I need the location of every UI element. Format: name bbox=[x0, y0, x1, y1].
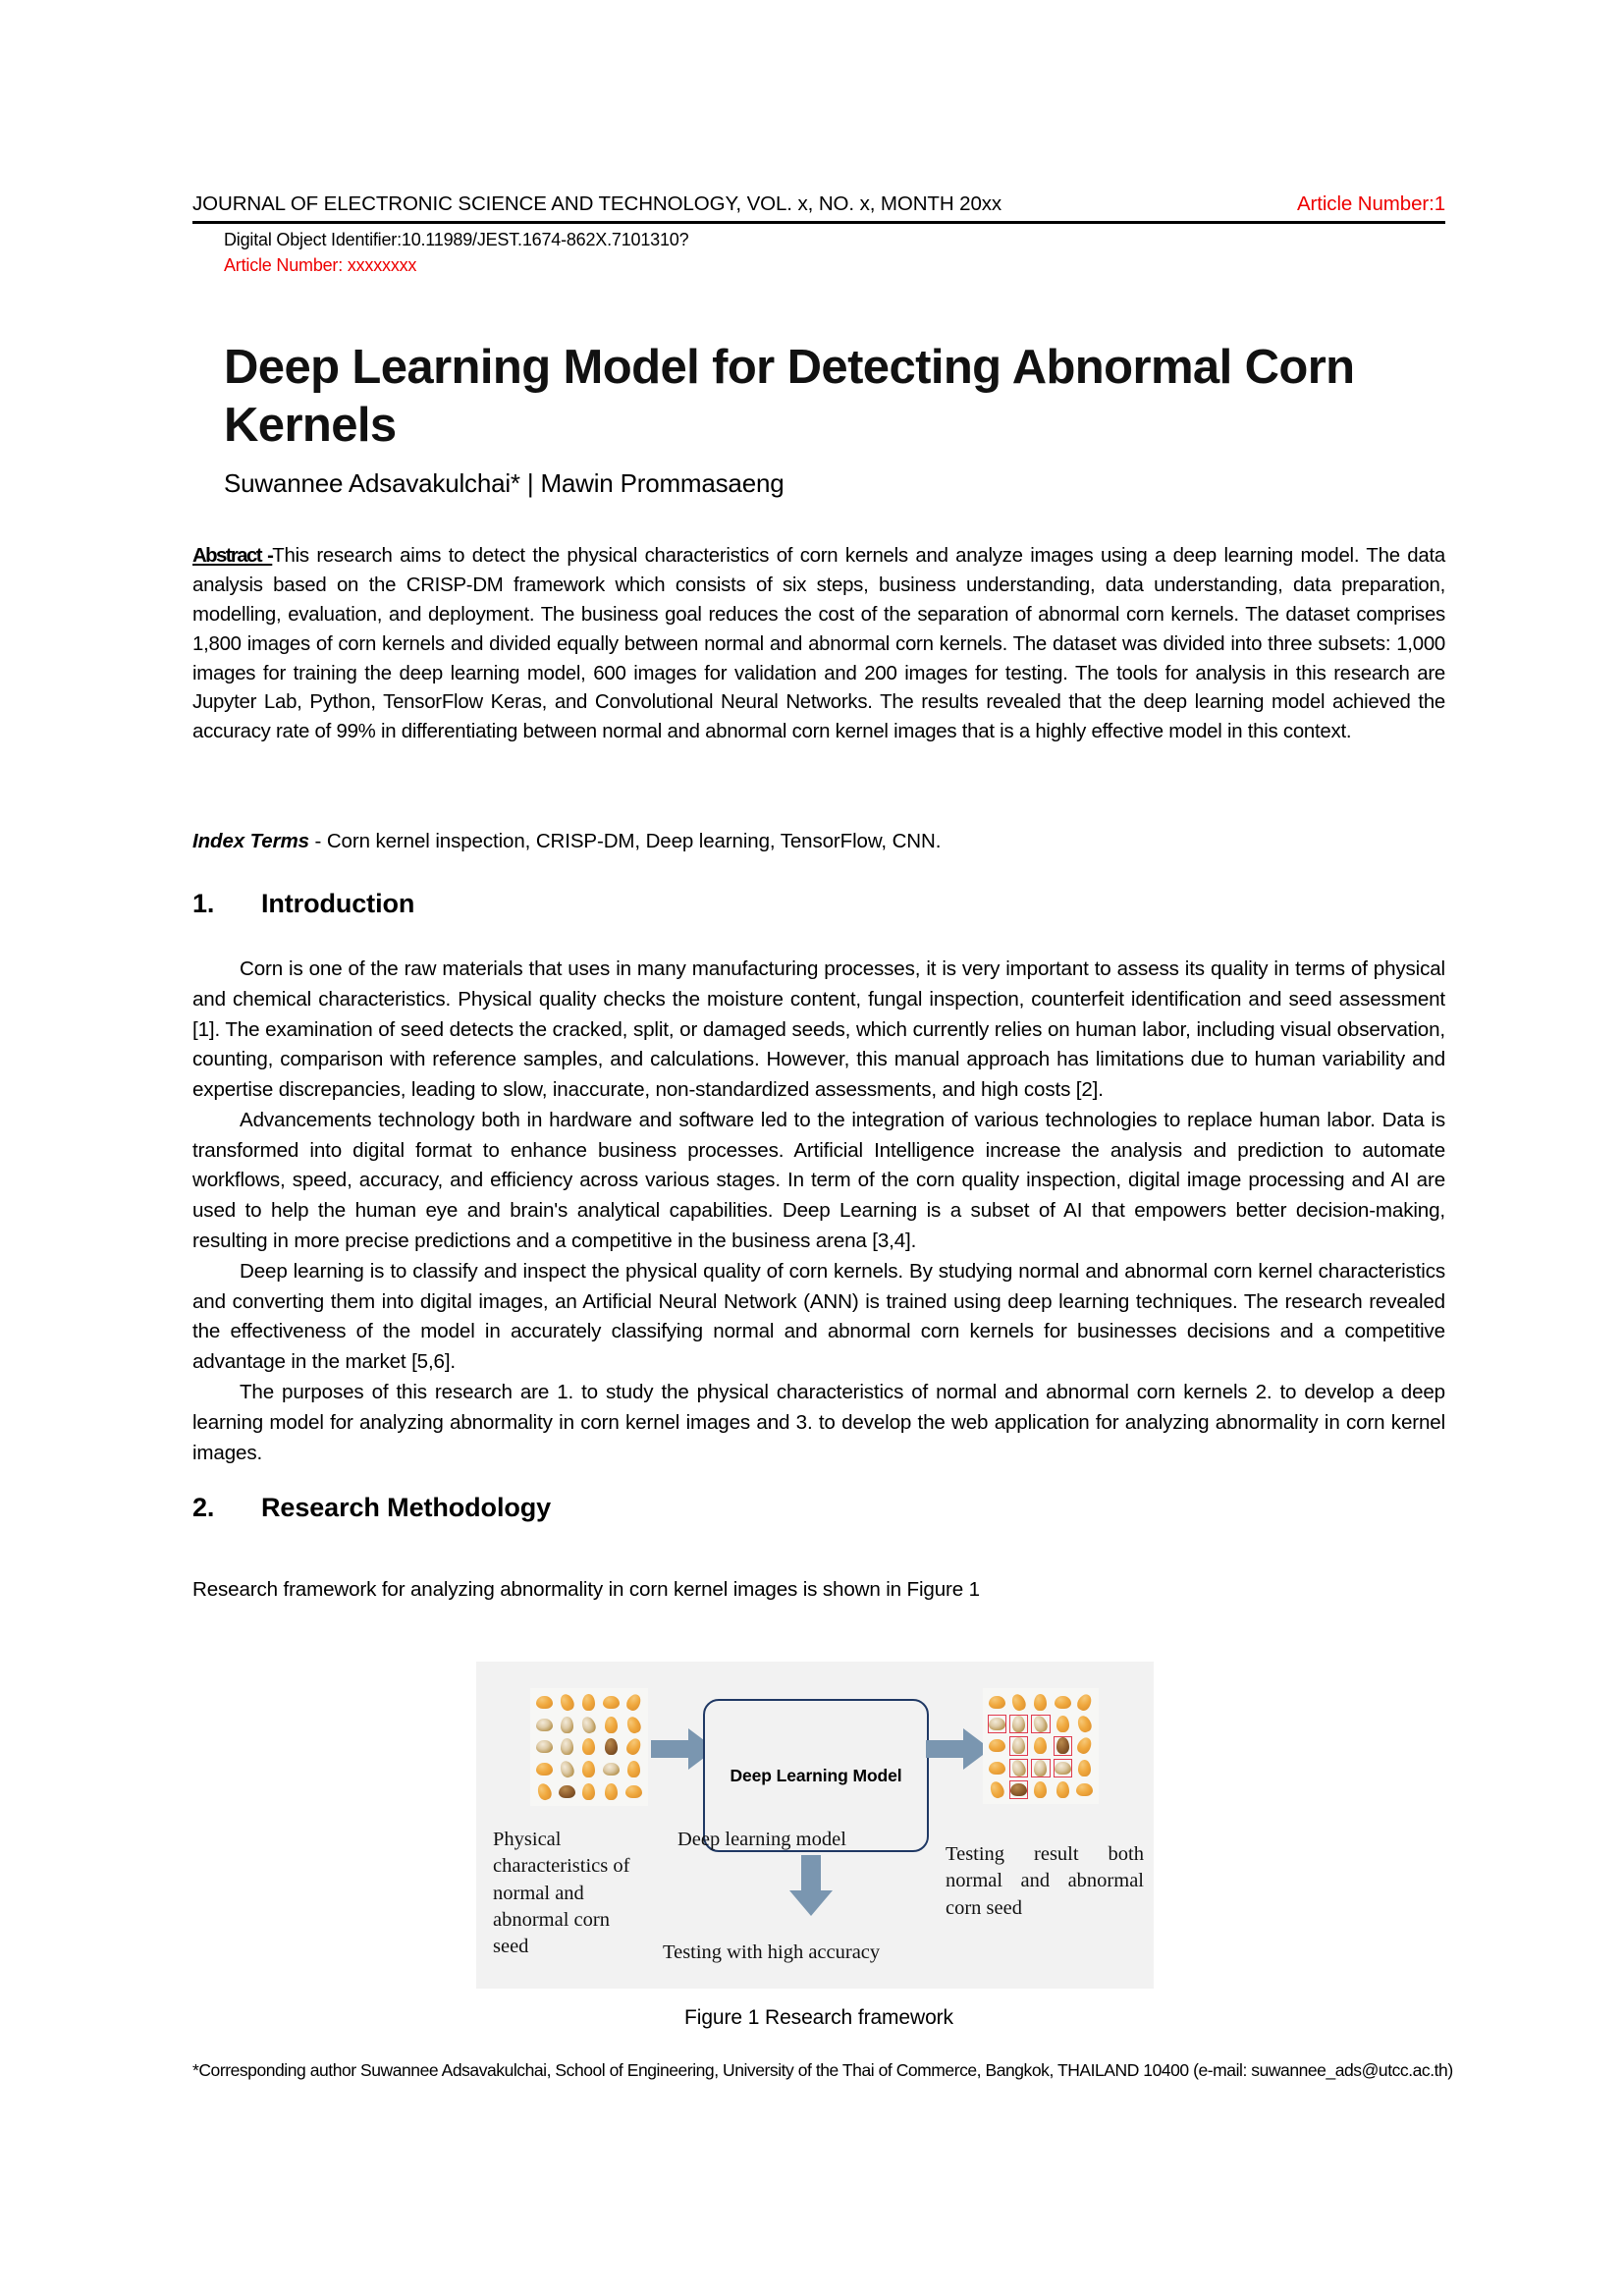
index-terms-label: Index Terms bbox=[192, 830, 309, 852]
figure-1 bbox=[476, 1662, 1154, 1989]
journal-name: JOURNAL OF ELECTRONIC SCIENCE AND TECHNOLOGY, VOL. x, NO. x, MONTH 20xx bbox=[192, 192, 1002, 215]
kernel-cell bbox=[557, 1715, 578, 1736]
kernel-cell bbox=[1008, 1758, 1029, 1778]
kernel-cell bbox=[623, 1692, 644, 1714]
kernel-cell bbox=[1074, 1692, 1095, 1713]
corn-kernel-icon bbox=[1055, 1696, 1071, 1709]
abnormal-kernel-icon bbox=[580, 1715, 598, 1735]
abnormal-kernel-icon bbox=[561, 1738, 573, 1755]
kernel-cell bbox=[987, 1714, 1007, 1734]
section-number: 1. bbox=[192, 889, 215, 918]
paragraph: Corn is one of the raw materials that uses in many manufacturing processes, it is very important to assess its quality in terms of physical and chemical characteristics. Physical quality checks the moisture content, fungal inspection, counterfeit identification and seed assessment [1]. The examination of seed detects the cracked, split, or damaged seeds, which currently relies on human labor, including visual observation, counting, comparison with reference samples, and calculations. However, this manual approach has limitations due to human variability and expertise discrepancies, leading to slow, inaccurate, non-standardized assessments, and high costs [2]. bbox=[192, 957, 1445, 1102]
kernel-cell bbox=[1030, 1692, 1051, 1713]
corn-kernel-icon bbox=[1075, 1735, 1094, 1756]
detection-box bbox=[1009, 1780, 1028, 1799]
detection-box bbox=[1009, 1759, 1028, 1777]
kernel-cell bbox=[534, 1692, 556, 1714]
arrow-right-icon bbox=[926, 1726, 991, 1772]
corn-kernel-icon bbox=[536, 1781, 554, 1802]
corn-kernel-icon bbox=[582, 1694, 595, 1711]
kernel-cell bbox=[534, 1759, 556, 1780]
index-terms-text: - Corn kernel inspection, CRISP-DM, Deep learning, TensorFlow, CNN. bbox=[314, 830, 942, 852]
corn-kernel-icon bbox=[1034, 1737, 1047, 1754]
kernel-cell bbox=[601, 1715, 623, 1736]
kernel-cell bbox=[987, 1692, 1007, 1713]
kernel-cell bbox=[1008, 1692, 1029, 1713]
section-title: Introduction bbox=[261, 889, 415, 918]
introduction-body bbox=[192, 955, 1445, 1468]
paragraph: The purposes of this research are 1. to study the physical characteristics of normal and abnormal corn kernels 2. to develop a deep learning model for analyzing abnormality in corn kernel images and 3. to develop the web application for analyzing abnormality in corn kernel images. bbox=[192, 1380, 1445, 1464]
corn-kernel-icon bbox=[625, 1785, 642, 1798]
kernel-cell bbox=[557, 1780, 578, 1802]
kernel-cell bbox=[987, 1735, 1007, 1756]
kernel-cell bbox=[534, 1736, 556, 1758]
running-head-article-number: Article Number:1 bbox=[1296, 192, 1445, 215]
figure-label-right: Testing result both normal and abnormal corn seed bbox=[946, 1843, 1144, 1919]
figure-caption: Figure 1 Research framework bbox=[684, 2006, 953, 2029]
corn-kernel-icon bbox=[603, 1696, 620, 1709]
abnormal-kernel-icon bbox=[561, 1717, 573, 1733]
abnormal-kernel-icon bbox=[605, 1738, 618, 1755]
corresponding-author-footnote: *Corresponding author Suwannee Adsavakulchai, School of Engineering, University of the Thai of Commerce, Bangkok, THAILAND 10400 (e-mail: suwannee_ads@utcc.ac.th) bbox=[192, 2060, 1453, 2080]
kernel-cell bbox=[623, 1759, 644, 1780]
abstract-block bbox=[192, 542, 1445, 747]
section-title: Research Methodology bbox=[261, 1493, 552, 1522]
corn-kernel-icon bbox=[605, 1783, 618, 1800]
index-terms bbox=[192, 830, 1445, 853]
running-head bbox=[192, 192, 1445, 216]
figure-label-bottom: Testing with high accuracy bbox=[663, 1941, 881, 1963]
corn-kernel-icon bbox=[623, 1692, 642, 1713]
corn-kernel-icon bbox=[988, 1779, 1005, 1800]
kernel-cell bbox=[578, 1780, 600, 1802]
kernel-cell bbox=[1074, 1735, 1095, 1756]
kernel-cell bbox=[1008, 1779, 1029, 1800]
kernel-cell bbox=[1030, 1714, 1051, 1734]
input-kernel-image bbox=[530, 1688, 648, 1806]
deep-learning-model-box: Deep Learning Model bbox=[703, 1699, 929, 1852]
abstract-label: Abstract - bbox=[192, 545, 273, 567]
detection-box bbox=[988, 1715, 1006, 1733]
kernel-cell bbox=[1008, 1735, 1029, 1756]
detection-box bbox=[1054, 1736, 1072, 1755]
methodology-intro-text: Research framework for analyzing abnormality in corn kernel images is shown in Figure 1 bbox=[192, 1578, 980, 1601]
figure-label-middle: Deep learning model bbox=[677, 1829, 846, 1850]
corn-kernel-icon bbox=[1034, 1781, 1047, 1798]
paragraph: Deep learning is to classify and inspect the physical quality of corn kernels. By studying normal and abnormal corn kernel characteristics and converting them into digital images, an Artificial Neural Network (ANN) is trained using deep learning techniques. The research revealed the effectiveness of the model in accurately classifying normal and abnormal corn kernels for businesses decisions and a competitive advantage in the market [5,6]. bbox=[192, 1259, 1445, 1374]
kernel-cell bbox=[987, 1779, 1007, 1800]
kernel-cell bbox=[557, 1736, 578, 1758]
corn-kernel-icon bbox=[1010, 1692, 1028, 1713]
corn-kernel-icon bbox=[1076, 1783, 1093, 1796]
corn-kernel-icon bbox=[627, 1761, 640, 1777]
arrow-down-icon bbox=[788, 1855, 834, 1916]
page-title: Deep Learning Model for Detecting Abnormal Corn Kernels bbox=[224, 340, 1355, 452]
corn-kernel-icon bbox=[1075, 1714, 1093, 1734]
kernel-cell bbox=[578, 1715, 600, 1736]
kernel-cell bbox=[1053, 1692, 1073, 1713]
kernel-cell bbox=[1074, 1758, 1095, 1778]
kernel-cell bbox=[601, 1780, 623, 1802]
kernel-cell bbox=[601, 1759, 623, 1780]
kernel-cell bbox=[987, 1758, 1007, 1778]
corn-kernel-icon bbox=[1056, 1781, 1069, 1798]
kernel-cell bbox=[557, 1759, 578, 1780]
detection-box bbox=[1031, 1715, 1050, 1733]
abnormal-kernel-icon bbox=[536, 1740, 553, 1753]
identifier-block bbox=[224, 228, 1304, 278]
abnormal-kernel-icon bbox=[559, 1785, 575, 1798]
corn-kernel-icon bbox=[1056, 1716, 1069, 1732]
corn-kernel-icon bbox=[536, 1696, 553, 1709]
section-heading-research-methodology bbox=[192, 1493, 1445, 1523]
corn-kernel-icon bbox=[989, 1762, 1005, 1775]
kernel-cell bbox=[1008, 1714, 1029, 1734]
corn-kernel-icon bbox=[558, 1692, 575, 1713]
author-list: Suwannee Adsavakulchai* | Mawin Prommasaeng bbox=[224, 468, 785, 498]
kernel-cell bbox=[534, 1715, 556, 1736]
kernel-cell bbox=[1053, 1735, 1073, 1756]
detection-box bbox=[1031, 1759, 1050, 1777]
abnormal-kernel-icon bbox=[536, 1719, 553, 1731]
kernel-cell bbox=[1030, 1758, 1051, 1778]
kernel-cell bbox=[578, 1759, 600, 1780]
result-kernel-image bbox=[983, 1688, 1099, 1804]
kernel-cell bbox=[1030, 1735, 1051, 1756]
doi-text: Digital Object Identifier:10.11989/JEST.1674-862X.7101310? bbox=[224, 230, 689, 249]
kernel-cell bbox=[1053, 1714, 1073, 1734]
detection-box bbox=[1009, 1736, 1028, 1755]
kernel-cell bbox=[578, 1736, 600, 1758]
corn-kernel-icon bbox=[1075, 1692, 1094, 1713]
figure-label-left: Physical characteristics of normal and abnormal corn seed bbox=[493, 1829, 630, 1957]
kernel-cell bbox=[557, 1692, 578, 1714]
article-number-text: Article Number: xxxxxxxx bbox=[224, 254, 417, 275]
header-rule bbox=[192, 221, 1445, 224]
paragraph: Advancements technology both in hardware and software led to the integration of various technologies to replace human labor. Data is transformed into digital format to enhance business processes. Artificial Intelligence increase the analysis and prediction to automate workflows, speed, accuracy, and efficiency across various stages. In term of the corn quality inspection, digital image processing and AI are used to help the human eye and brain's analytical capabilities. Deep Learning is a subset of AI that empowers better decision-making, resulting in more precise predictions and a competitive in the business arena [3,4]. bbox=[192, 1108, 1445, 1253]
kernel-cell bbox=[1074, 1779, 1095, 1800]
kernel-cell bbox=[1030, 1779, 1051, 1800]
kernel-cell bbox=[601, 1692, 623, 1714]
kernel-cell bbox=[578, 1692, 600, 1714]
corn-kernel-icon bbox=[623, 1736, 642, 1757]
corn-kernel-icon bbox=[582, 1738, 595, 1755]
corn-kernel-icon bbox=[989, 1739, 1005, 1752]
detection-box bbox=[1054, 1759, 1072, 1777]
kernel-cell bbox=[623, 1715, 644, 1736]
corn-kernel-icon bbox=[989, 1696, 1005, 1709]
section-heading-introduction bbox=[192, 889, 1445, 919]
kernel-cell bbox=[1053, 1758, 1073, 1778]
abnormal-kernel-icon bbox=[558, 1759, 575, 1779]
corn-kernel-icon bbox=[1078, 1760, 1091, 1777]
detection-box bbox=[1009, 1715, 1028, 1733]
kernel-cell bbox=[1053, 1779, 1073, 1800]
kernel-cell bbox=[1074, 1714, 1095, 1734]
kernel-cell bbox=[601, 1736, 623, 1758]
kernel-cell bbox=[623, 1780, 644, 1802]
abstract-text: This research aims to detect the physical characteristics of corn kernels and analyze images using a deep learning model. The data analysis based on the CRISP-DM framework which consists of six steps, business understanding, data understanding, data preparation, modelling, evaluation, and deployment. The business goal reduces the cost of the separation of abnormal corn kernels. The dataset comprises 1,800 images of corn kernels and divided equally between normal and abnormal corn kernels. The dataset was divided into three subsets: 1,000 images for training the deep learning model, 600 images for validation and 200 images for testing. The tools for analysis in this research are Jupyter Lab, Python, TensorFlow Keras, and Convolutional Neural Networks. The results revealed that the deep learning model achieved the accuracy rate of 99% in differentiating between normal and abnormal corn kernel images that is a highly effective model in this context. bbox=[192, 545, 1445, 743]
kernel-cell bbox=[534, 1780, 556, 1802]
abnormal-kernel-icon bbox=[603, 1763, 620, 1776]
corn-kernel-icon bbox=[624, 1715, 642, 1735]
corn-kernel-icon bbox=[582, 1761, 595, 1777]
section-number: 2. bbox=[192, 1493, 215, 1522]
corn-kernel-icon bbox=[1034, 1694, 1047, 1711]
kernel-cell bbox=[623, 1736, 644, 1758]
corn-kernel-icon bbox=[582, 1783, 595, 1800]
corn-kernel-icon bbox=[536, 1763, 553, 1776]
corn-kernel-icon bbox=[605, 1717, 618, 1733]
